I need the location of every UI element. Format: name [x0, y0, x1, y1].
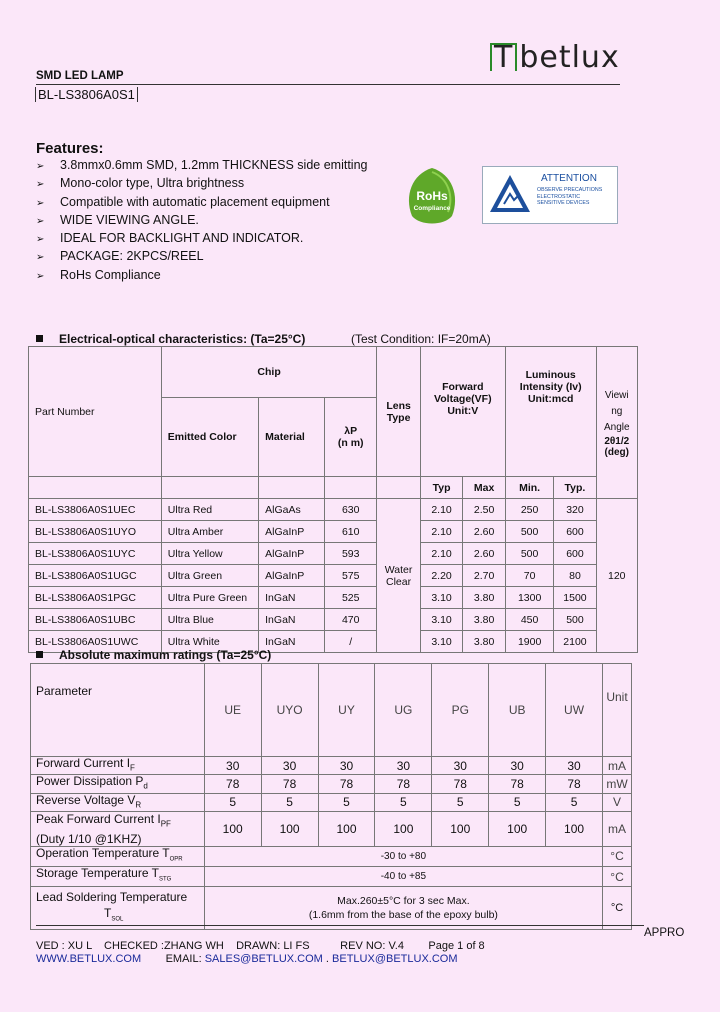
table-row: Peak Forward Current $I_{PF}$ (Duty 1/10 @1KHZ) 100 100 100 100 100 100 100 mA: [31, 812, 632, 846]
h-unit: Unit: [603, 664, 632, 757]
h-vf-typ: Typ: [420, 477, 463, 499]
list-item: ➢ WIDE VIEWING ANGLE.: [36, 211, 367, 229]
bullet-arrow-icon: ➢: [36, 197, 45, 209]
test-condition: (Test Condition: IF=20mA): [351, 332, 491, 346]
h-luminous-intensity: Luminous Intensity (Iv) Unit:mcd: [505, 347, 596, 477]
sales-email-link[interactable]: SALES@BETLUX.COM: [204, 953, 323, 965]
lens-water-clear: Water Clear: [377, 499, 420, 653]
h-viewing-angle: Viewi ng Angle 2θ1/2 (deg): [596, 347, 637, 499]
eo-heading: Electrical-optical characteristics: (Ta=25°C): [36, 332, 305, 346]
list-item: ➢ IDEAL FOR BACKLIGHT AND INDICATOR.: [36, 229, 367, 247]
section-bullet-icon: [36, 335, 43, 342]
table-row: BL-LS3806A0S1UYC Ultra Yellow AlGaInP 593 2.10 2.60 500 600: [29, 543, 638, 565]
h-vf-max: Max: [463, 477, 506, 499]
h-lens-type: Lens Type: [377, 347, 420, 477]
rohs-sub: Compliance: [413, 205, 451, 212]
h-chip: Chip: [161, 347, 377, 398]
table-row: Reverse Voltage $V_R$ 5 5 5 5 5 5 5 V: [31, 793, 632, 811]
table-row: Storage Temperature $T_{STG}$ -40 to +85 °C: [31, 866, 632, 886]
list-item: ➢ Compatible with automatic placement equipment: [36, 193, 367, 211]
footer-contacts: WWW.BETLUX.COM EMAIL: SALES@BETLUX.COM . BETLUX@BETLUX.COM: [36, 953, 458, 965]
eo-table: [28, 346, 638, 653]
attention-title: ATTENTION: [541, 173, 597, 184]
section-bullet-icon: [36, 651, 43, 658]
h-emitted-color: Emitted Color: [161, 398, 258, 477]
table-row: Forward Current $I_F$ 30 30 30 30 30 30 30 mA: [31, 757, 632, 775]
h-iv-min: Min.: [505, 477, 554, 499]
rohs-leaf-icon: [404, 166, 460, 226]
h-forward-voltage: Forward Voltage(VF) Unit:V: [420, 347, 505, 477]
table-row: BL-LS3806A0S1UWC Ultra White InGaN / 3.10 3.80 1900 2100: [29, 631, 638, 653]
website-link[interactable]: WWW.BETLUX.COM: [36, 953, 142, 965]
header-rule: [36, 84, 620, 85]
table-row: BL-LS3806A0S1UYO Ultra Amber AlGaInP 610 2.10 2.60 500 600: [29, 521, 638, 543]
h-material: Material: [259, 398, 325, 477]
bullet-arrow-icon: ➢: [36, 270, 45, 282]
table-row: BL-LS3806A0S1PGC Ultra Pure Green InGaN 525 3.10 3.80 1300 1500: [29, 587, 638, 609]
h-parameter: Parameter: [31, 664, 205, 757]
h-wavelength: λP (n m): [325, 398, 377, 477]
bullet-arrow-icon: ➢: [36, 215, 45, 227]
table-row: BL-LS3806A0S1UBC Ultra Blue InGaN 470 3.10 3.80 450 500: [29, 609, 638, 631]
list-item: ➢ Mono-color type, Ultra brightness: [36, 174, 367, 192]
attention-lines: OBSERVE PRECAUTIONS ELECTROSTATIC SENSITIVE DEVICES: [537, 187, 603, 206]
list-item: ➢ 3.8mmx0.6mm SMD, 1.2mm THICKNESS side emitting: [36, 156, 367, 174]
esd-warning-icon: [488, 172, 532, 216]
table-row: BL-LS3806A0S1UGC Ultra Green AlGaInP 575 2.20 2.70 70 80: [29, 565, 638, 587]
footer-appro: APPRO: [644, 927, 685, 939]
table-row: BL-LS3806A0S1UEC Ultra Red AlGaAs 630 Water Clear 2.10 2.50 250 320 120: [29, 499, 638, 521]
betlux-email-link[interactable]: BETLUX@BETLUX.COM: [332, 953, 458, 965]
betlux-logo: T betlux: [490, 40, 620, 75]
amr-heading: Absolute maximum ratings (Ta=25°C): [36, 648, 271, 662]
part-number: BL-LS3806A0S1: [35, 87, 138, 102]
features-list: [36, 156, 367, 284]
bullet-arrow-icon: ➢: [36, 252, 45, 264]
amr-table: Parameter UE UYO UY UG PG UB UW Unit Forward Current $I_F$ 30 30 30 30 30 30 30 mA Power Dissipation $P_d$ 78 78 78 78 78 78 78 mW Reverse Voltage $V_R$ 5 5 5 5 5 5 5 V Peak Forward Current $I_{PF}$ (Duty 1/10 @1KHZ) 100 100 100 100 100 100 100 mA Operation Temperature $T_{OPR}$ -30 to +80 °C Storage Temperature $T_{STG}$ -40 to +85 °C Lead Soldering Temperature $T_{SOL}$ Max.260±5°C for 3 sec Max. (1.6mm from the base of the epoxy bulb) °C: [30, 663, 632, 930]
doc-title: SMD LED LAMP: [36, 70, 124, 82]
rohs-label: RoHs: [416, 189, 448, 203]
features-heading: Features:: [36, 140, 104, 157]
table-row: Power Dissipation $P_d$ 78 78 78 78 78 78 78 mW: [31, 775, 632, 793]
footer-rule: [36, 925, 644, 926]
list-item: ➢ RoHs Compliance: [36, 266, 367, 284]
h-iv-typ: Typ.: [554, 477, 596, 499]
table-row: Lead Soldering Temperature $T_{SOL}$ Max.260±5°C for 3 sec Max. (1.6mm from the base of the epoxy bulb) °C: [31, 887, 632, 930]
viewing-angle-value: 120: [596, 499, 637, 653]
bullet-arrow-icon: ➢: [36, 179, 45, 191]
h-part-number: Part Number: [29, 347, 162, 477]
bullet-arrow-icon: ➢: [36, 161, 45, 172]
list-item: ➢ PACKAGE: 2KPCS/REEL: [36, 247, 367, 265]
bullet-arrow-icon: ➢: [36, 234, 45, 246]
footer-info: VED : XU L CHECKED :ZHANG WH DRAWN: LI FS REV NO: V.4 Page 1 of 8: [36, 940, 485, 952]
table-row: Operation Temperature $T_{OPR}$ -30 to +80 °C: [31, 846, 632, 866]
